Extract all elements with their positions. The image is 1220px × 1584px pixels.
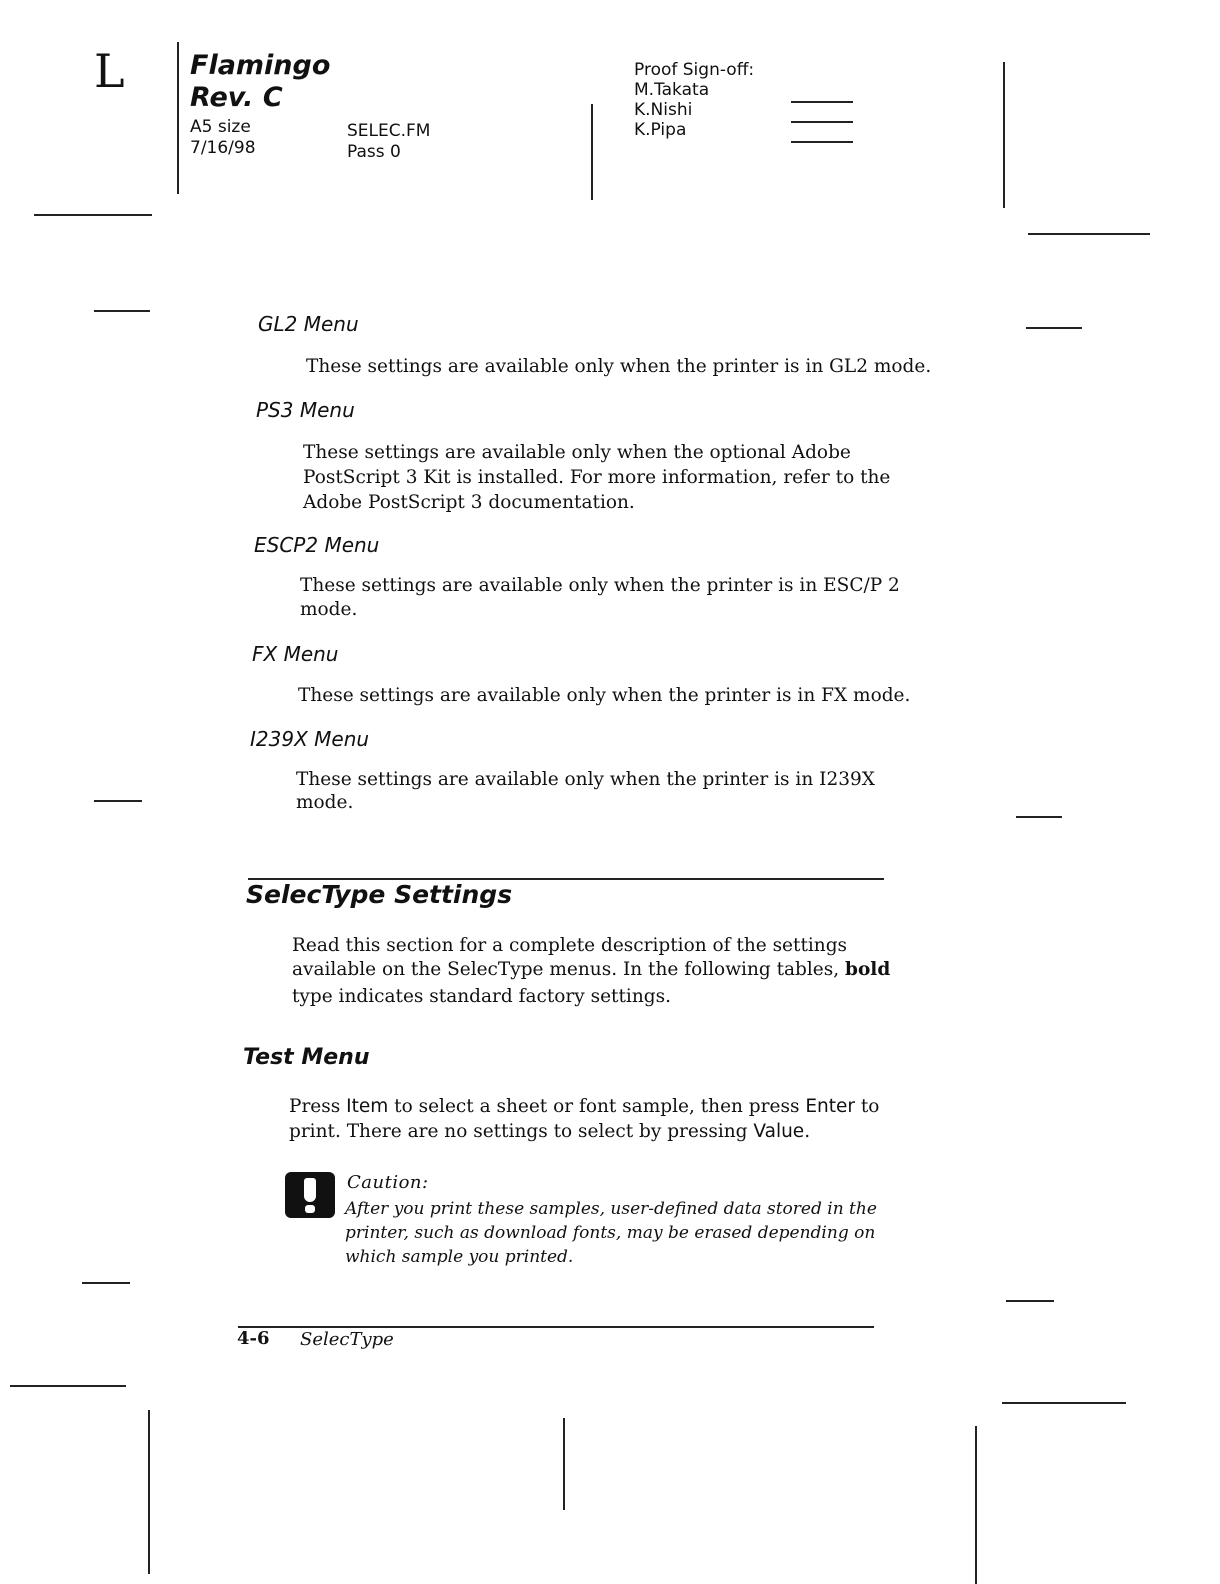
signoff-name: M.Takata — [634, 80, 710, 100]
paper-size: A5 size — [190, 117, 251, 137]
signoff-line — [791, 101, 853, 103]
signoff-name: K.Nishi — [634, 100, 693, 120]
footer-rule — [238, 1326, 874, 1328]
signoff-line — [791, 141, 853, 143]
section-intro: Read this section for a complete description of the settings — [292, 935, 848, 956]
fx-menu-heading: FX Menu — [252, 642, 339, 666]
bold-word: bold — [845, 959, 891, 980]
gl2-menu-text: These settings are available only when the printer is in GL2 mode. — [306, 356, 932, 377]
section-title: SelecType Settings — [246, 880, 513, 909]
chapter-title: SelecType — [300, 1329, 394, 1350]
file-name: SELEC.FM — [347, 121, 431, 141]
header-divider — [177, 42, 179, 194]
i239x-menu-text: These settings are available only when the printer is in I239X — [296, 769, 875, 790]
crop-mark — [10, 1385, 126, 1387]
section-intro-text: available on the SelecType menus. In the following tables, — [292, 959, 840, 980]
crop-mark — [1003, 62, 1005, 208]
escp2-menu-heading: ESCP2 Menu — [254, 533, 380, 557]
crop-mark — [1028, 233, 1150, 235]
crop-mark — [1006, 1300, 1054, 1302]
pass-label: Pass 0 — [347, 142, 401, 162]
caution-text: printer, such as download fonts, may be erased depending on — [345, 1223, 876, 1243]
page-number: 4-6 — [237, 1328, 270, 1349]
crop-mark — [34, 214, 152, 216]
crop-mark — [94, 310, 150, 312]
crop-mark — [94, 800, 142, 802]
test-menu-text — [289, 1120, 810, 1143]
section-intro — [292, 958, 890, 981]
ps3-menu-text: PostScript 3 Kit is installed. For more information, refer to the — [303, 467, 891, 488]
escp2-menu-text: These settings are available only when the printer is in ESC/P 2 — [300, 575, 900, 596]
section-intro: type indicates standard factory settings. — [292, 986, 671, 1007]
i239x-menu-heading: I239X Menu — [250, 727, 370, 751]
ps3-menu-text: These settings are available only when the optional Adobe — [303, 442, 851, 463]
ps3-menu-heading: PS3 Menu — [256, 398, 355, 422]
signoff-name: K.Pipa — [634, 120, 687, 140]
proof-signoff-label: Proof Sign-off: — [634, 60, 755, 80]
crop-mark — [1002, 1402, 1126, 1404]
crop-mark — [563, 1418, 565, 1510]
text-run: to — [860, 1096, 880, 1117]
text-run: to select a sheet or font sample, then press — [394, 1096, 800, 1117]
crop-mark — [148, 1410, 150, 1574]
header-divider — [591, 104, 593, 200]
i239x-menu-text: mode. — [296, 792, 354, 813]
exclamation-bar — [304, 1178, 316, 1202]
fx-menu-text: These settings are available only when the printer is in FX mode. — [298, 685, 911, 706]
caution-title: Caution: — [347, 1172, 429, 1193]
caution-text: After you print these samples, user-defined data stored in the — [345, 1199, 877, 1219]
value-key: Value — [753, 1121, 805, 1142]
enter-key: Enter — [805, 1096, 855, 1117]
text-run: print. There are no settings to select by pressing — [289, 1121, 748, 1142]
project-name: Flamingo — [190, 50, 331, 81]
corner-mark: L — [94, 44, 125, 98]
crop-mark — [1026, 327, 1082, 329]
escp2-menu-text: mode. — [300, 599, 358, 620]
revision: Rev. C — [190, 82, 283, 113]
text-run: . — [804, 1121, 811, 1142]
item-key: Item — [346, 1096, 389, 1117]
caution-icon — [285, 1172, 335, 1218]
text-run: Press — [289, 1096, 341, 1117]
crop-mark — [975, 1426, 977, 1584]
test-menu-heading: Test Menu — [243, 1045, 370, 1070]
crop-mark — [1016, 816, 1062, 818]
crop-mark — [82, 1282, 130, 1284]
gl2-menu-heading: GL2 Menu — [258, 312, 359, 336]
signoff-line — [791, 121, 853, 123]
date: 7/16/98 — [190, 138, 256, 158]
test-menu-text — [289, 1095, 879, 1118]
caution-text: which sample you printed. — [345, 1247, 574, 1267]
exclamation-dot — [305, 1205, 315, 1213]
ps3-menu-text: Adobe PostScript 3 documentation. — [303, 492, 635, 513]
